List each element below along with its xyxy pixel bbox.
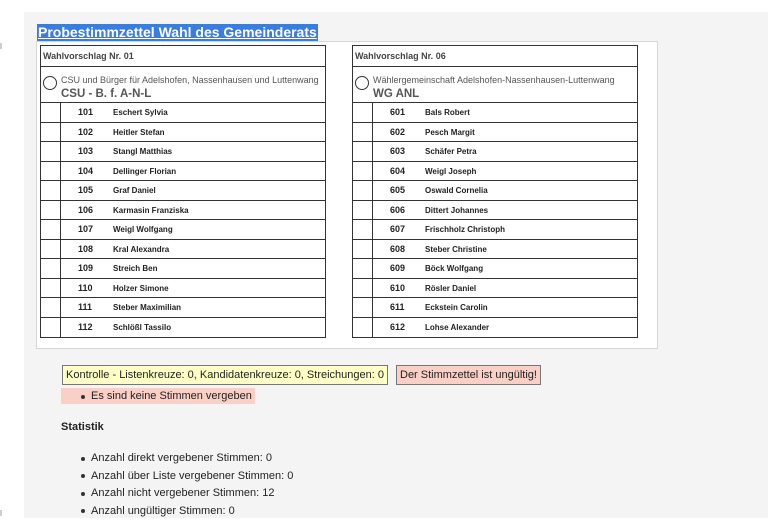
statistics-item (61, 503, 293, 520)
candidate-name: Dittert Johannes (425, 201, 488, 220)
candidate-row (353, 240, 637, 260)
bullet-icon (81, 395, 85, 399)
page-content (24, 12, 768, 518)
candidate-number: 107 (78, 220, 93, 239)
candidate-checkbox[interactable] (41, 318, 61, 338)
candidate-number: 603 (390, 142, 405, 161)
party-short-name: CSU - B. f. A-N-L (61, 88, 151, 100)
candidate-row (353, 201, 637, 221)
candidate-checkbox[interactable] (41, 162, 61, 181)
statistics-item (61, 485, 293, 503)
candidate-number: 109 (78, 259, 93, 278)
candidate-number: 106 (78, 201, 93, 220)
candidate-row (41, 201, 325, 221)
page-title: Probestimmzettel Wahl des Gemeinderats (37, 24, 318, 41)
candidate-name: Kral Alexandra (113, 240, 169, 259)
candidate-checkbox[interactable] (353, 298, 373, 317)
candidate-checkbox[interactable] (41, 259, 61, 278)
candidate-checkbox[interactable] (41, 240, 61, 259)
candidate-number: 105 (78, 181, 93, 200)
list-header: Wahlvorschlag Nr. 01 (41, 46, 325, 67)
list-header: Wahlvorschlag Nr. 06 (353, 46, 637, 67)
candidate-row (353, 220, 637, 240)
candidate-number: 605 (390, 181, 405, 200)
candidate-name: Pesch Margit (425, 123, 475, 142)
candidate-checkbox[interactable] (41, 201, 61, 220)
candidate-row (353, 181, 637, 201)
statistics-heading: Statistik (61, 421, 104, 433)
candidate-checkbox[interactable] (41, 123, 61, 142)
candidate-checkbox[interactable] (353, 201, 373, 220)
bullet-icon (81, 474, 85, 478)
candidate-number: 604 (390, 162, 405, 181)
candidate-checkbox[interactable] (41, 103, 61, 122)
candidate-checkbox[interactable] (353, 220, 373, 239)
candidate-number: 609 (390, 259, 405, 278)
candidate-row (353, 279, 637, 299)
candidate-name: Karmasin Franziska (113, 201, 189, 220)
candidate-row (41, 279, 325, 299)
candidate-row (41, 240, 325, 260)
candidate-name: Steber Christine (425, 240, 487, 259)
invalid-ballot-badge: Der Stimmzettel ist ungültig! (396, 365, 541, 385)
candidate-name: Frischholz Christoph (425, 220, 505, 239)
candidate-number: 104 (78, 162, 93, 181)
statistics-list (61, 450, 293, 520)
edge-mark (0, 43, 2, 49)
candidate-number: 611 (390, 298, 405, 317)
candidate-number: 612 (390, 318, 405, 337)
candidate-checkbox[interactable] (353, 162, 373, 181)
candidate-number: 101 (78, 103, 93, 122)
candidate-number: 112 (78, 318, 93, 337)
candidate-number: 601 (390, 103, 405, 122)
party-row (353, 67, 637, 103)
statistics-text: Anzahl über Liste vergebener Stimmen: 0 (91, 470, 293, 482)
candidate-row (41, 298, 325, 318)
error-text: Es sind keine Stimmen vergeben (91, 390, 252, 402)
error-list (61, 388, 255, 404)
candidate-checkbox[interactable] (41, 142, 61, 161)
list-06 (352, 45, 638, 338)
error-item (61, 388, 255, 405)
candidate-number: 110 (78, 279, 93, 298)
candidate-checkbox[interactable] (41, 298, 61, 317)
candidate-row (353, 318, 637, 338)
statistics-text: Anzahl nicht vergebener Stimmen: 12 (91, 487, 274, 499)
candidate-row (353, 162, 637, 182)
candidate-row (353, 142, 637, 162)
candidate-checkbox[interactable] (41, 220, 61, 239)
candidate-name: Steber Maximilian (113, 298, 181, 317)
candidate-name: Schlößl Tassilo (113, 318, 171, 337)
candidate-name: Lohse Alexander (425, 318, 489, 337)
party-row (41, 67, 325, 103)
candidate-list (353, 103, 637, 337)
party-radio-button[interactable] (355, 76, 369, 90)
candidate-name: Stangl Matthias (113, 142, 172, 161)
candidate-name: Graf Daniel (113, 181, 156, 200)
candidate-name: Eckstein Carolin (425, 298, 488, 317)
candidate-name: Heitler Stefan (113, 123, 165, 142)
candidate-number: 103 (78, 142, 93, 161)
list-01 (40, 45, 326, 338)
edge-mark (0, 510, 2, 516)
candidate-checkbox[interactable] (353, 142, 373, 161)
party-radio-button[interactable] (43, 76, 57, 90)
candidate-number: 102 (78, 123, 93, 142)
candidate-row (41, 103, 325, 123)
candidate-checkbox[interactable] (353, 240, 373, 259)
candidate-checkbox[interactable] (353, 103, 373, 122)
candidate-number: 108 (78, 240, 93, 259)
candidate-row (41, 142, 325, 162)
candidate-checkbox[interactable] (41, 181, 61, 200)
candidate-checkbox[interactable] (353, 123, 373, 142)
candidate-name: Böck Wolfgang (425, 259, 483, 278)
candidate-number: 610 (390, 279, 405, 298)
bullet-icon (81, 457, 85, 461)
candidate-number: 607 (390, 220, 405, 239)
party-name: Wählergemeinschaft Adelshofen-Nassenhausen-Luttenwang (373, 75, 615, 85)
bullet-icon (81, 492, 85, 496)
candidate-row (353, 259, 637, 279)
candidate-checkbox[interactable] (41, 279, 61, 298)
statistics-text: Anzahl direkt vergebener Stimmen: 0 (91, 452, 272, 464)
candidate-name: Rösler Daniel (425, 279, 476, 298)
candidate-row (41, 318, 325, 338)
candidate-row (41, 259, 325, 279)
candidate-name: Weigl Wolfgang (113, 220, 173, 239)
candidate-row (353, 103, 637, 123)
candidate-checkbox[interactable] (353, 279, 373, 298)
candidate-name: Dellinger Florian (113, 162, 176, 181)
candidate-name: Schäfer Petra (425, 142, 477, 161)
statistics-item (61, 468, 293, 486)
candidate-number: 111 (78, 298, 92, 317)
candidate-row (41, 220, 325, 240)
candidate-name: Weigl Joseph (425, 162, 476, 181)
party-short-name: WG ANL (373, 88, 419, 100)
candidate-name: Oswald Cornelia (425, 181, 488, 200)
ballot (36, 41, 658, 349)
candidate-row (353, 123, 637, 143)
candidate-checkbox[interactable] (353, 318, 373, 338)
candidate-number: 606 (390, 201, 405, 220)
bullet-icon (81, 509, 85, 513)
candidate-list (41, 103, 325, 337)
candidate-row (41, 181, 325, 201)
candidate-row (41, 123, 325, 143)
left-edge (0, 0, 24, 518)
candidate-row (353, 298, 637, 318)
party-name: CSU und Bürger für Adelshofen, Nassenhausen und Luttenwang (61, 75, 319, 85)
candidate-name: Holzer Simone (113, 279, 169, 298)
statistics-item (61, 450, 293, 468)
candidate-name: Streich Ben (113, 259, 157, 278)
control-summary: Kontrolle - Listenkreuze: 0, Kandidatenkreuze: 0, Streichungen: 0 (62, 365, 388, 385)
candidate-name: Bals Robert (425, 103, 470, 122)
candidate-number: 608 (390, 240, 405, 259)
candidate-checkbox[interactable] (353, 181, 373, 200)
candidate-number: 602 (390, 123, 405, 142)
candidate-row (41, 162, 325, 182)
statistics-text: Anzahl ungültiger Stimmen: 0 (91, 505, 235, 517)
candidate-name: Eschert Sylvia (113, 103, 168, 122)
candidate-checkbox[interactable] (353, 259, 373, 278)
